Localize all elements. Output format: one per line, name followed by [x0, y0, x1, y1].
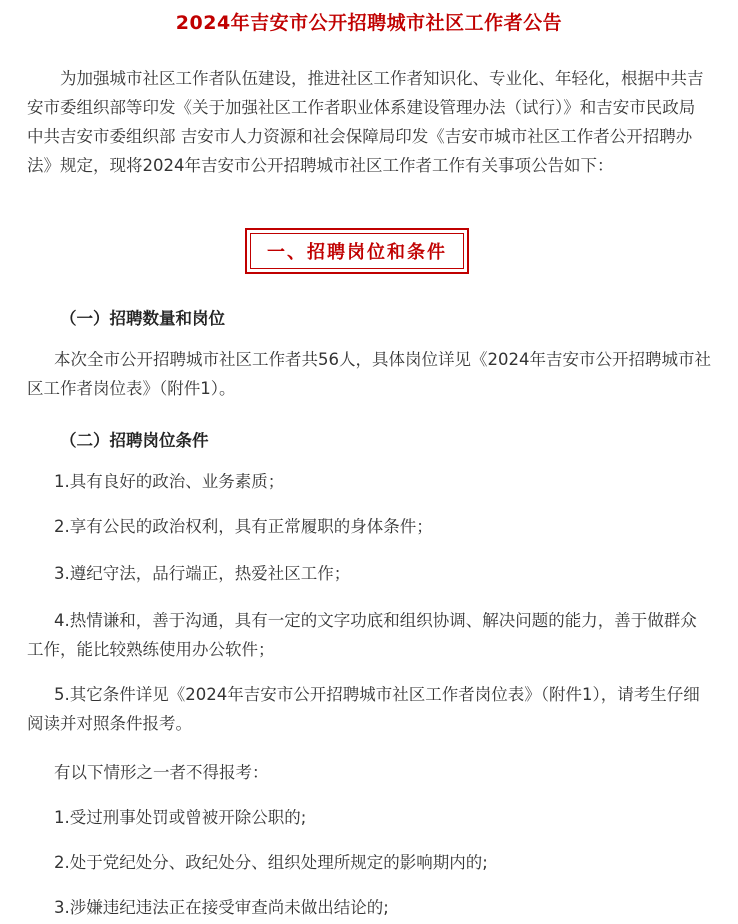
- subheading-conditions: （二）招聘岗位条件: [60, 431, 209, 450]
- condition-item: 2.享有公民的政治权利，具有正常履职的身体条件；: [54, 517, 433, 536]
- exclusion-item: 1.受过刑事处罚或曾被开除公职的;: [54, 808, 307, 827]
- exclusion-item: 3.涉嫌违纪违法正在接受审查尚未做出结论的;: [54, 898, 389, 917]
- section-heading-box: [245, 228, 469, 274]
- page-title: 2024年吉安市公开招聘城市社区工作者公告: [175, 12, 563, 34]
- intro-paragraph: 为加强城市社区工作者队伍建设，推进社区工作者知识化、专业化、年轻化，根据中共吉安市委组织部等印发《关于加强社区工作者职业体系建设管理办法（试行）》和吉安市民政局 中共吉安市委组织部 吉安市人力资源和社会保障局印发《吉安市城市社区工作者公开招聘办法》规定，现将2024年吉安市公开招聘城市社区工作者工作有关事项公告如下：: [27, 69, 704, 175]
- condition-item: 3.遵纪守法，品行端正，热爱社区工作；: [54, 564, 351, 583]
- condition-item: 5.其它条件详见《2024年吉安市公开招聘城市社区工作者岗位表》（附件1），请考生仔细阅读并对照条件报考。: [27, 685, 700, 733]
- positions-paragraph: 本次全市公开招聘城市社区工作者共56人，具体岗位详见《2024年吉安市公开招聘城市社区工作者岗位表》（附件1）。: [27, 350, 711, 398]
- condition-item: 1.具有良好的政治、业务素质；: [54, 472, 285, 491]
- exclusion-item: 2.处于党纪处分、政纪处分、组织处理所规定的影响期内的;: [54, 853, 488, 872]
- condition-item: 4.热情谦和，善于沟通，具有一定的文字功底和组织协调、解决问题的能力，善于做群众工作，能比较熟练使用办公软件；: [27, 611, 697, 659]
- section-heading: 一、招聘岗位和条件: [250, 233, 464, 269]
- subheading-positions: （一）招聘数量和岗位: [60, 309, 225, 328]
- exclusion-intro: 有以下情形之一者不得报考：: [54, 763, 269, 782]
